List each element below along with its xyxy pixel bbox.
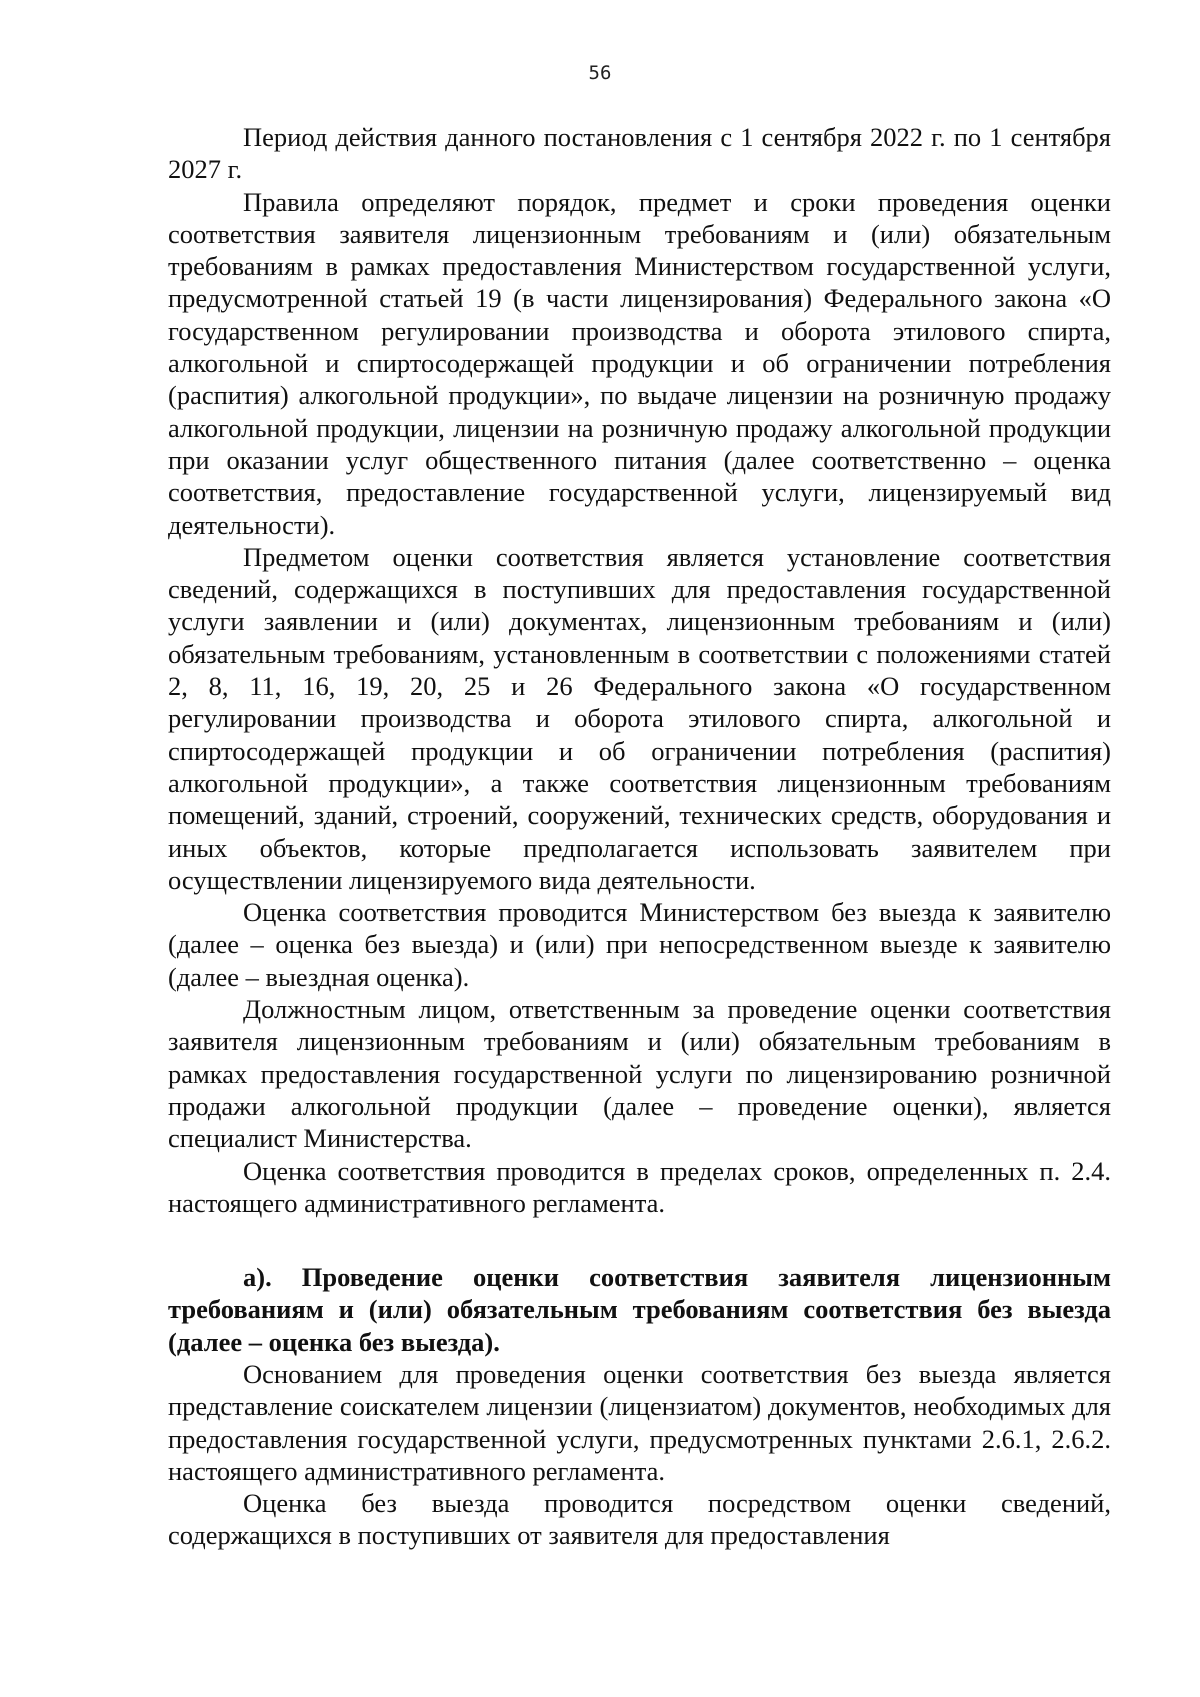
paragraph-validity-period: Период действия данного постановления с 1 сентября 2022 г. по 1 сентября 2027 г.	[168, 122, 1111, 185]
paragraph-remote-assessment-method: Оценка без выезда проводится посредством оценки сведений, содержащихся в поступивших от заявителя для предоставления	[168, 1488, 1111, 1551]
document-body	[168, 121, 1111, 1552]
section-heading: а). Проведение оценки соответствия заявителя лицензионным требованиям и (или) обязательным требованиям соответствия без выезда (далее – оценка без выезда).	[168, 1262, 1111, 1357]
paragraph-assessment-subject: Предметом оценки соответствия является установление соответствия сведений, содержащихся в поступивших для предоставления государственной услуги заявлении и (или) документах, лицензионным требованиям и (или) обязательным требованиям, установленным в соответствии с положениями статей 2, 8, 11, 16, 19, 20, 25 и 26 Федерального закона «О государственном регулировании производства и оборота этилового спирта, алкогольной и спиртосодержащей продукции и об ограничении потребления (распития) алкогольной продукции», а также соответствия лицензионным требованиям помещений, зданий, строений, сооружений, технических средств, оборудования и иных объектов, которые предполагается использовать заявителем при осуществлении лицензируемого вида деятельности.	[168, 541, 1111, 895]
paragraph-remote-assessment-basis: Основанием для проведения оценки соответствия без выезда является представление соискателем лицензии (лицензиатом) документов, необходимых для предоставления государственной услуги, предусмотренных пунктами 2.6.1, 2.6.2. настоящего административного регламента.	[168, 1358, 1111, 1486]
paragraph-assessment-deadlines: Оценка соответствия проводится в пределах сроков, определенных п. 2.4. настоящего административного регламента.	[168, 1155, 1111, 1218]
paragraph-assessment-methods: Оценка соответствия проводится Министерством без выезда к заявителю (далее – оценка без выезда) и (или) при непосредственном выезде к заявителю (далее – выездная оценка).	[168, 897, 1111, 992]
paragraph-rules-scope: Правила определяют порядок, предмет и сроки проведения оценки соответствия заявителя лицензионным требованиям и (или) обязательным требованиям в рамках предоставления Министерством государственной услуги, предусмотренной статьей 19 (в части лицензирования) Федерального закона «О государственном регулировании производства и оборота этилового спирта, алкогольной и спиртосодержащей продукции и об ограничении потребления (распития) алкогольной продукции», по выдаче лицензии на розничную продажу алкогольной продукции, лицензии на розничную продажу алкогольной продукции при оказании услуг общественного питания (далее соответственно – оценка соответствия, предоставление государственной услуги, лицензируемый вид деятельности).	[168, 186, 1111, 540]
paragraph-responsible-official: Должностным лицом, ответственным за проведение оценки соответствия заявителя лицензионным требованиям и (или) обязательным требованиям в рамках предоставления государственной услуги по лицензированию розничной продажи алкогольной продукции (далее – проведение оценки), является специалист Министерства.	[168, 994, 1111, 1154]
page-number: 56	[588, 62, 612, 84]
